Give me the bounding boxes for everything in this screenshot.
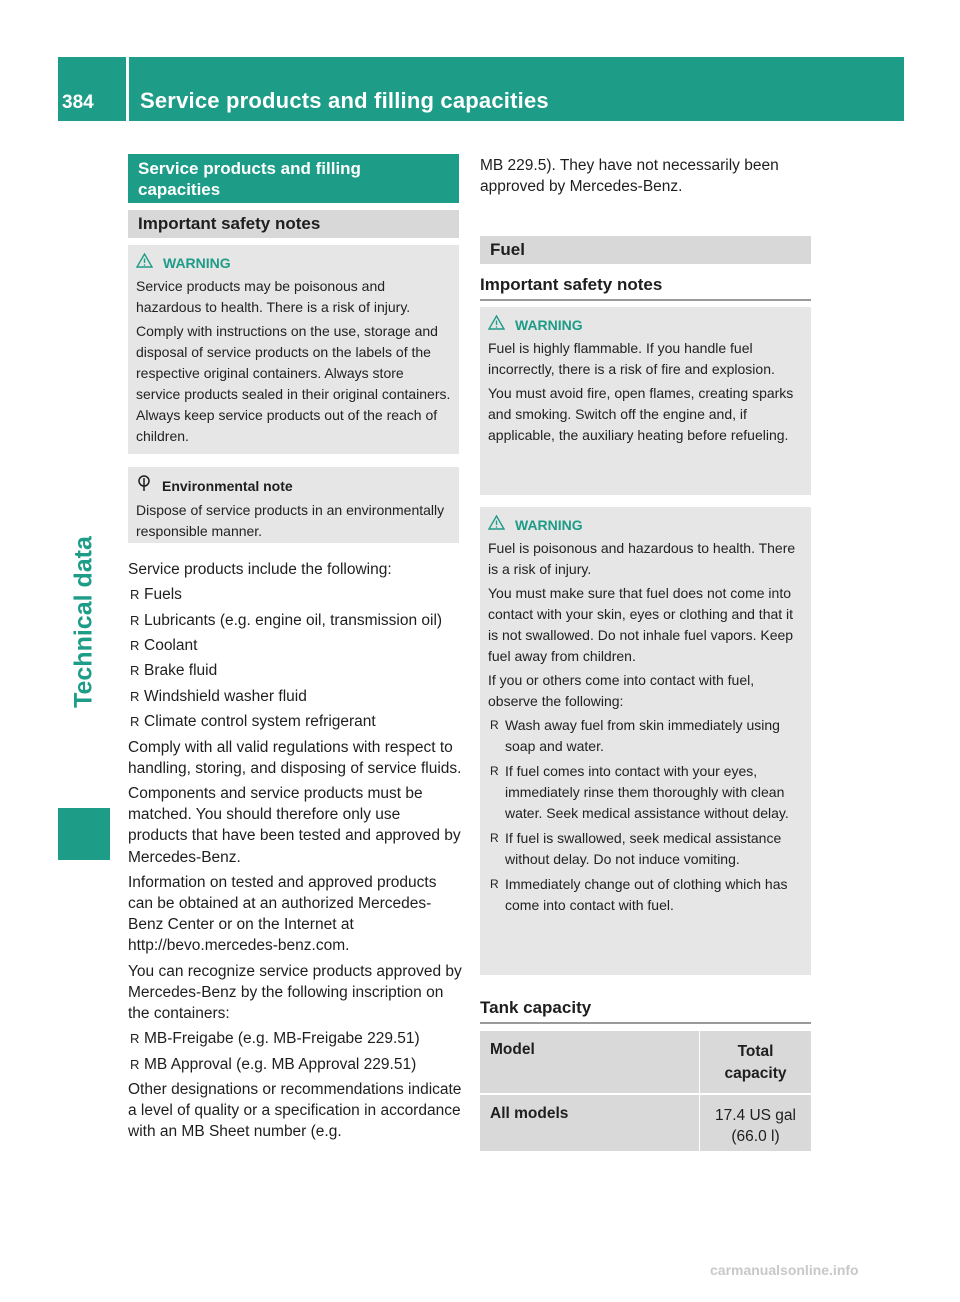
cell-capacity-line2: (66.0 l) — [731, 1128, 780, 1145]
list-item: R MB-Freigabe (e.g. MB-Freigabe 229.51) — [128, 1028, 462, 1049]
warning-triangle-icon — [136, 253, 153, 274]
environmental-note-box — [128, 467, 459, 543]
side-tab-marker — [58, 808, 110, 860]
environmental-note-title: Environmental note — [162, 478, 293, 494]
fuel-safety-heading-text: Important safety notes — [480, 275, 663, 294]
column-header-total-capacity — [700, 1031, 811, 1093]
footer-watermark: carmanualsonline.info — [710, 1262, 859, 1278]
warning-box — [480, 507, 811, 975]
paragraph: You can recognize service products approved by Mercedes-Benz by the following inscription on the containers: — [128, 962, 462, 1022]
fuel-section-title: Fuel — [490, 240, 525, 259]
inscriptions-list — [128, 1028, 462, 1075]
list-item: R Wash away fuel from skin immediately using soap and water. — [488, 715, 803, 757]
list-item: R Windshield washer fluid — [128, 686, 462, 707]
section-title-line2: capacities — [138, 180, 221, 199]
warning-triangle-icon — [488, 315, 505, 336]
page-title: Service products and filling capacities — [140, 88, 549, 113]
products-list — [128, 584, 462, 732]
warning-text: You must make sure that fuel does not come into contact with your skin, eyes or clothing and that it is not swallowed. Do not inhale fuel vapors. Keep fuel away from children. — [488, 585, 794, 664]
header-divider — [126, 57, 129, 121]
fuel-section-bar — [480, 236, 811, 264]
first-aid-list — [488, 715, 803, 916]
cell-capacity-line1: 17.4 US gal — [715, 1107, 796, 1124]
warning-text: You must avoid fire, open flames, creating sparks and smoking. Switch off the engine and, if applicable, the auxiliary heating before refueling. — [488, 385, 794, 443]
intro-text: Service products include the following: — [128, 561, 392, 578]
list-item: R Coolant — [128, 635, 462, 656]
paragraph: Comply with all valid regulations with respect to handling, storing, and disposing of service fluids. — [128, 738, 462, 777]
section-title — [128, 154, 459, 203]
paragraph: MB 229.5). They have not necessarily been approved by Mercedes-Benz. — [480, 157, 779, 196]
section-title-line1: Service products and filling — [138, 159, 361, 178]
cell-capacity — [700, 1093, 811, 1151]
warning-text: If you or others come into contact with fuel, observe the following: — [488, 672, 755, 709]
list-item: R Climate control system refrigerant — [128, 711, 462, 732]
continued-text — [480, 155, 811, 201]
cell-model — [480, 1093, 700, 1151]
subsection-title-text: Important safety notes — [138, 214, 321, 233]
list-item: R Fuels — [128, 584, 462, 605]
list-item: R MB Approval (e.g. MB Approval 229.51) — [128, 1054, 462, 1075]
subsection-title — [128, 210, 459, 238]
fuel-safety-heading — [480, 275, 811, 301]
warning-text: Fuel is poisonous and hazardous to health. There is a risk of injury. — [488, 540, 796, 577]
paragraph: Information on tested and approved products can be obtained at an authorized Mercedes-Benz Center or on the Internet at http://bevo.mercedes-benz.com. — [128, 873, 437, 955]
list-item: R Lubricants (e.g. engine oil, transmission oil) — [128, 610, 462, 631]
paragraph: Other designations or recommendations indicate a level of quality or a specification in accordance with an MB Sheet number (e.g. — [128, 1080, 462, 1141]
environmental-note-text: Dispose of service products in an environmentally responsible manner. — [136, 502, 445, 539]
page-number: 384 — [62, 92, 94, 113]
list-item: R Immediately change out of clothing which has come into contact with fuel. — [488, 874, 803, 916]
side-tab-label: Technical data — [69, 536, 98, 708]
warning-box — [128, 245, 459, 454]
warning-triangle-icon — [488, 515, 505, 536]
list-item: R If fuel is swallowed, seek medical assistance without delay. Do not induce vomiting. — [488, 828, 803, 870]
side-tab[interactable] — [58, 536, 110, 708]
tank-capacity-heading-text: Tank capacity — [480, 998, 592, 1017]
warning-text: Fuel is highly flammable. If you handle fuel incorrectly, there is a risk of fire and explosion. — [488, 340, 775, 377]
table-row — [480, 1093, 811, 1151]
column-header-model — [480, 1031, 700, 1093]
column-header-total-line1: Total — [737, 1043, 774, 1060]
tank-capacity-heading — [480, 998, 811, 1024]
warning-title: WARNING — [515, 517, 583, 533]
warning-box — [480, 307, 811, 495]
paragraph: Components and service products must be matched. You should therefore only use products that have been tested and approved by Mercedes-Benz. — [128, 784, 461, 866]
table-header-row — [480, 1031, 811, 1093]
warning-title: WARNING — [163, 255, 231, 271]
cell-model-text: All models — [490, 1105, 569, 1122]
list-item: R Brake fluid — [128, 660, 462, 681]
warning-text: Comply with instructions on the use, storage and disposal of service products on the labels of the respective original containers. Always store service products sealed in their original containers. Always keep service products out of the reach of children. — [136, 323, 451, 444]
column-header-total-line2: capacity — [724, 1065, 787, 1082]
environment-leaf-icon — [136, 475, 152, 498]
tank-capacity-table — [480, 1031, 811, 1151]
column-header-model-text: Model — [490, 1041, 535, 1058]
warning-text: Service products may be poisonous and hazardous to health. There is a risk of injury. — [136, 278, 411, 315]
warning-title: WARNING — [515, 317, 583, 333]
list-item: R If fuel comes into contact with your eyes, immediately rinse them thoroughly with clean water. Seek medical assistance without delay. — [488, 761, 803, 824]
left-body-text — [128, 559, 462, 1147]
